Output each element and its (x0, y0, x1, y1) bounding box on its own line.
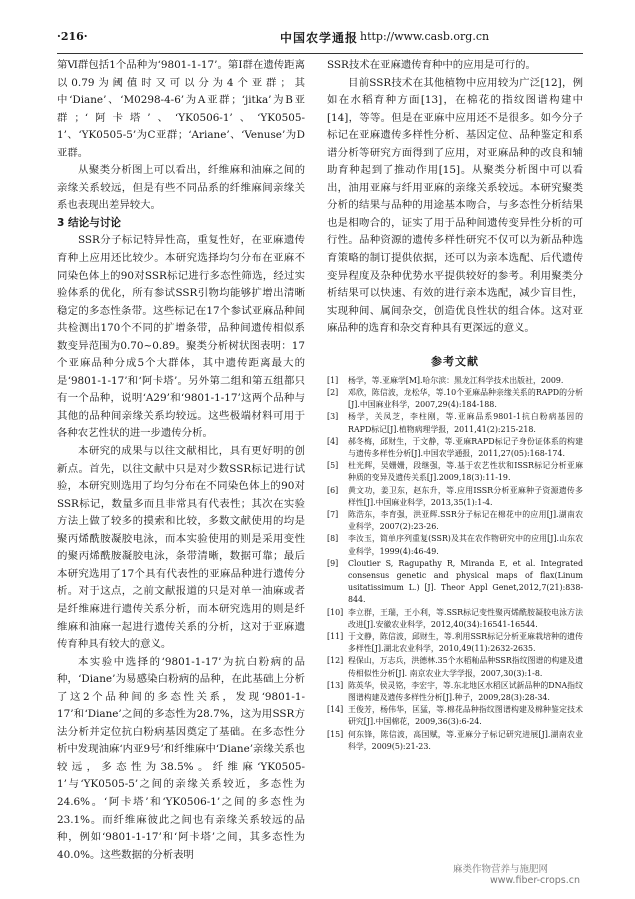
journal-title: 中国农学通报 (280, 31, 359, 45)
reference-item: [4] 郝冬梅，邱财生，于文静，等.亚麻RAPD标记子身份证体系的构建与遗传多样性分析[J].中国农学通报，2011,27(05):168-174. (327, 436, 583, 458)
reference-item: [1] 杨学，等.亚麻学[M].哈尔滨：黑龙江科学技术出版社，2009. (327, 375, 564, 385)
reference-list (327, 375, 583, 753)
page-number: ·216· (57, 30, 88, 43)
reference-item: [6] 黄文功，姜卫东，赵东升，等.应用ISSR分析亚麻种子资源遗传多样性[J].中国麻业科学，2013,35(1):1-4. (327, 485, 583, 507)
reference-item: [9] Cloutier S, Ragupathy R, Miranda E, et al. Integrated consensus genetic and physical maps of flax(Linum usitatissimum L.) [J]. Theor Appl Genet,2012,7(21):838-844. (327, 558, 583, 605)
paragraph-cluster-summary: 从聚类分析图上可以看出，纤维麻和油麻之间的亲缘关系较远，但是有些不同品系的纤维麻间亲缘关系也表现出差异较大。 (57, 164, 305, 212)
paragraph-innovation: 本研究的成果与以往文献相比，具有更好明的创新点。首先，以往文献中只是对少数SSR标记进行试验，本研究则选用了均匀分布在不同染色体上的90对SSR标记，数量多而且非常具有代表性；其次在实验方法上做了较多的摸索和比较，多数文献使用的均是聚丙烯酰胺凝胶电泳，而本实验使用的则是采用变性的聚丙烯酰胺凝胶电泳，条带清晰，数据可靠；最后本研究选用了17个具有代表性的亚麻品种进行遗传分析。对于这点，之前文献报道的只是对单一油麻或者是纤维麻进行遗传关系分析，而本研究选用的则是纤维麻和油麻一起进行遗传关系的分析，这对于亚麻遗传育种具有较大的意义。 (57, 445, 305, 651)
left-column (57, 57, 305, 864)
paragraph-polymorphism: 本实验中选择的‘9801-1-17’为抗白粉病的品种，‘Diane’为易感染白粉病的品种，在此基础上分析了这2个品种间的多态性关系，发现‘9801-1-17’和‘Diane’之间的多态性为28.7%，这为用SSR方法分析并定位抗白粉病基因奠定了基础。在多态性分析中发现油麻‘内亚9号’和纤维麻中‘Diane’亲缘关系也较远，多态性为38.5%。纤维麻‘YK0505-1’与‘YK0505-5’之间的亲缘关系较近，多态性为24.6%。‘阿卡塔’和‘YK0506-1’之间的多态性为23.1%。而纤维麻彼此之间也有亲缘关系较远的品种，例如‘9801-1-17’和‘阿卡塔’之间，其多态性为40.0%。这些数据的分析表明 (57, 655, 305, 861)
paragraph-discussion: 目前SSR技术在其他植物中应用较为广泛[12]，例如在水稻育种方面[13]，在棉花的指纹图谱构建中[14]，等等。但是在亚麻中应用还不是很多。如今分子标记在亚麻遗传多样性分析、基因定位、品种鉴定和系谱分析等研究方面得到了应用，对亚麻品种的改良和辅助育种起到了推动作用[15]。从聚类分析图中可以看出，油用亚麻与纤用亚麻的亲缘关系较远。本研究聚类分析的结果与品种的用途基本吻合，与多态性分析结果也是相吻合的，证实了用于品种间遗传变异性分析的可行性。品种资源的遗传多样性研究不仅可以为新品种选育策略的制订提供依据，还可以为亲本选配、后代遗传变异程度及杂种优势水平提供较好的参考。利用聚类分析结果可以快速、有效的进行亲本选配，减少盲目性，实现种间、属间杂交，创造优良性状的组合体。这对亚麻品种的选育和杂交育种具有更深远的意义。 (327, 76, 583, 335)
reference-item: [15] 何东锋，陈信波，高国赋，等.亚麻分子标记研究进展[J].湖南农业科学，2009(5):21-23. (327, 729, 583, 751)
header-rule (57, 53, 583, 54)
watermark-site-url: www.fiber-crops.cn (490, 875, 581, 886)
journal-url[interactable]: http://www.casb.org.cn (360, 30, 490, 43)
section-heading-conclusion: 3 结论与讨论 (57, 216, 122, 229)
reference-item: [10] 李立群，王瑞，王小利，等.SSR标记变性聚丙烯酰胺凝胶电泳方法改进[J].安徽农业科学，2012,40(34):16541-16544. (327, 607, 583, 629)
references-title: 参考文献 (431, 354, 479, 368)
reference-item: [13] 陈英华，侯灵铭，李宏宇，等.东北地区水稻区试新品种的DNA指纹图谱构建及遗传多样性分析[J].种子，2009,28(3):28-34. (327, 680, 583, 703)
reference-item: [11] 于文静，陈信波，邱财生，等.利用SSR标记分析亚麻栽培种的遗传多样性[J].湖北农业科学，2010,49(11):2632-2635. (327, 632, 583, 654)
paragraph-cluster-groups: 第Ⅵ群包括1个品种为‘9801-1-17’。第Ⅰ群在遗传距离以0.79为阈值时又可以分为4个亚群；其中‘Diane’、‘M0298-4-6’为A亚群；‘jitka’为B亚群；‘阿卡塔’、‘YK0506-1’、‘YK0505-1’、‘YK0505-5’为C亚群；‘Ariane’、‘Venuse’为D亚群。 (57, 59, 305, 159)
reference-item: [5] 杜光辉，吴姗姗，段继强，等.基于农艺性状和ISSR标记分析亚麻种质的变异及遗传关系[J].2009,18(3):11-19. (327, 461, 583, 483)
reference-item: [14] 王俊芳，杨伟华，匡猛，等.棉花品种指纹图谱构建及棉种鉴定技术研究[J].中国棉花，2009,36(3):6-24. (327, 705, 583, 727)
reference-item: [2] 邓欣，陈信波，龙松华，等.10个亚麻品种亲缘关系的RAPD的分析[J].中国麻业科学，2007,29(4):184-188. (327, 387, 583, 410)
reference-item: [8] 李汝玉，简单序列重复(SSR)及其在农作物研究中的应用[J].山东农业科学，1999(4):46-49. (327, 534, 583, 556)
paragraph-feasibility: SSR技术在亚麻遗传育种中的应用是可行的。 (327, 59, 536, 71)
reference-item: [12] 程保山，万志兵，洪德林.35个水稻籼品种SSR指纹图谱的构建及遗传相似性分析[J]. 南京农业大学学报，2007,30(3):1-8. (327, 656, 583, 678)
right-column (327, 57, 583, 753)
reference-item: [3] 杨学，关凤芝，李柱刚，等.亚麻品系9801-1抗白粉病基因的RAPD标记[J].植物病理学报，2011,41(2):215-218. (327, 412, 583, 434)
page-header (57, 28, 583, 48)
watermark-site-name: 麻类作物营养与施肥网 (453, 864, 549, 875)
reference-item: [7] 陈浩东，李育强，洪亚辉.SSR分子标记在棉花中的应用[J].湖南农业科学，2007(2):23-26. (327, 509, 583, 532)
paragraph-ssr-results: SSR分子标记特异性高，重复性好，在亚麻遗传育种上应用还比较少。本研究选择均匀分布在亚麻不同染色体上的90对SSR标记进行多态性筛选，经过实验体系的优化，所有参试SSR引物均能够扩增出清晰稳定的多态性条带。这些标记在17个参试亚麻品种间共检测出170个不同的扩增条带，品种间遗传相似系数变异范围为0.70~0.89。聚类分析树状图表明：17个亚麻品种分成5个大群体，其中遗传距离最大的是‘9801-1-17’和‘阿卡塔’。另外第二组和第五组都只有一个品种，说明‘A29’和‘9801-1-17’这两个品种与其他的品种间亲缘关系均较远。这些极端材料可用于各种农艺性状的进一步遗传分析。 (57, 234, 305, 440)
